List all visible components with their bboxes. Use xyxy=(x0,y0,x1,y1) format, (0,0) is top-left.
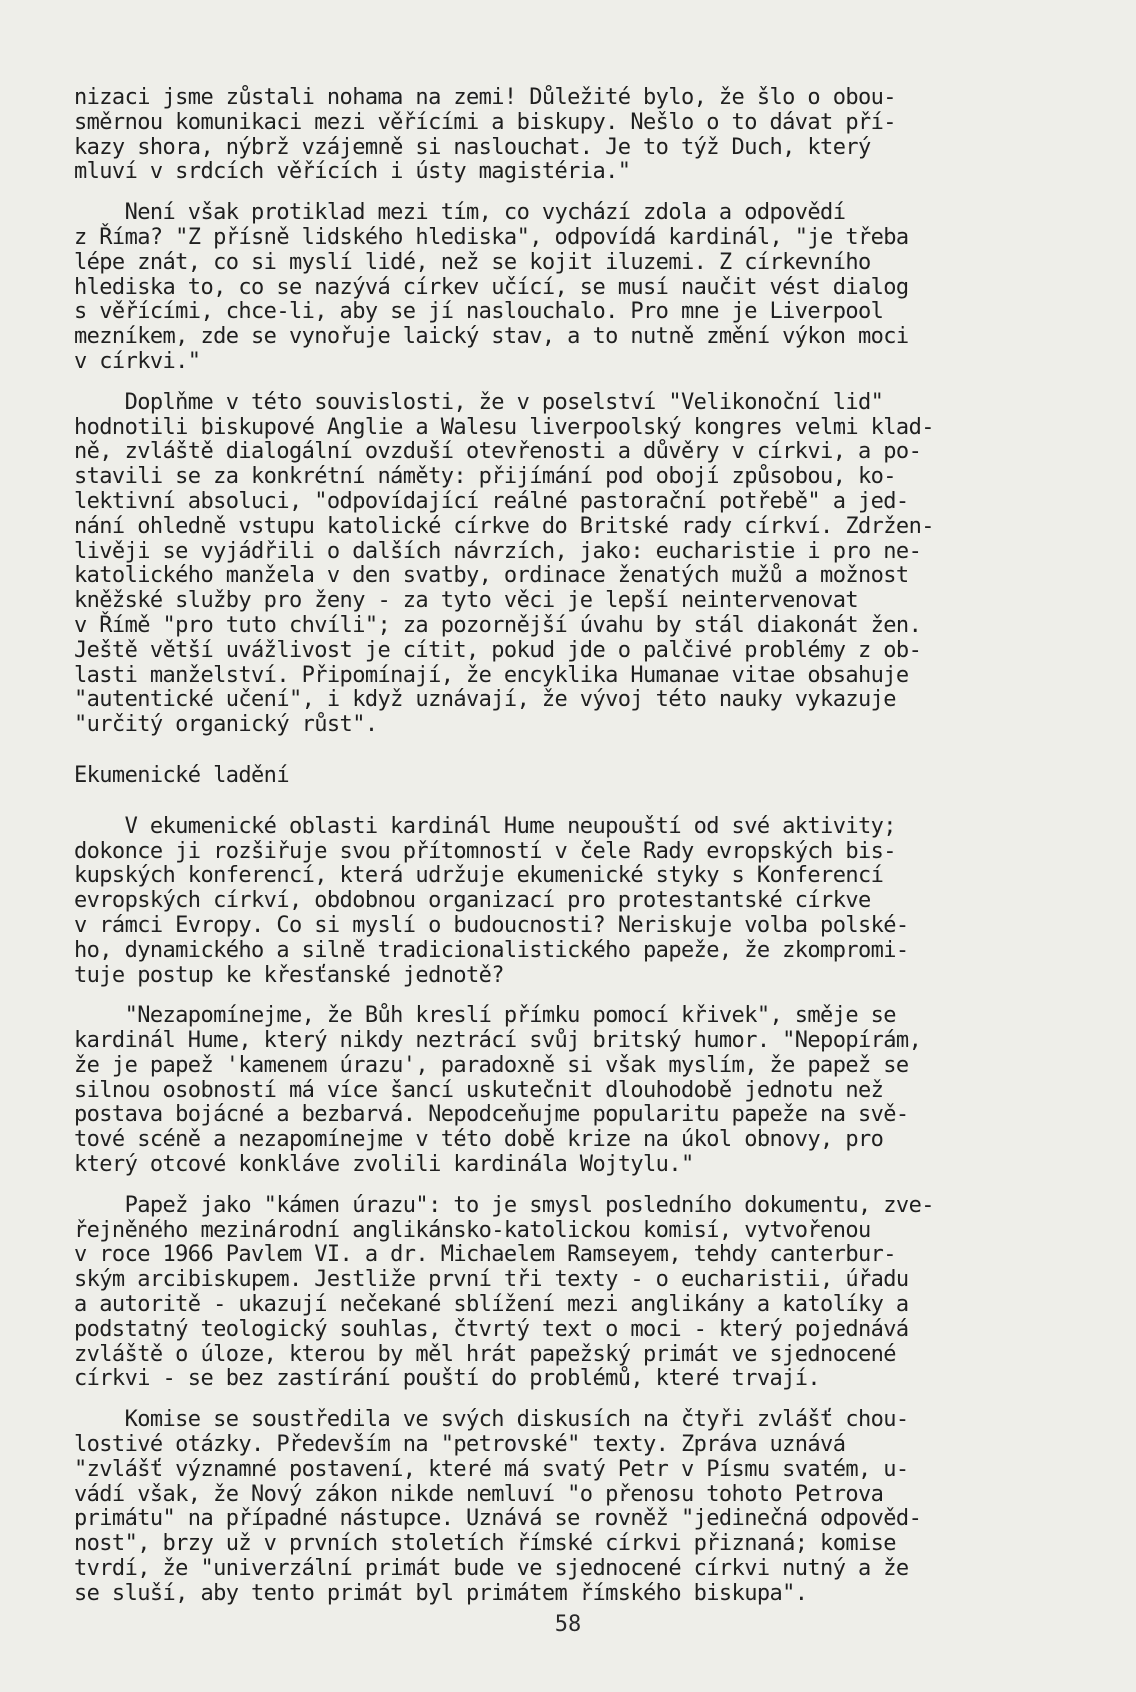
paragraph-4: V ekumenické oblasti kardinál Hume neupouští od své aktivity; dokonce ji rozšiřuje svou přítomností v čele Rady evropských bis- kupských konferencí, která udržuje ekumenické styky s Konferencí evropských církví, obdobnou organizací pro protestantské církve v rámci Evropy. Co si myslí o budoucnosti? Neriskuje volba polské- ho, dynamického a silně tradicionalistického papeže, že zkompromi- tuje postup ke křesťanské jednotě? xyxy=(74,813,909,988)
paragraph-7: Komise se soustředila ve svých diskusích na čtyři zvlášť chou- lostivé otázky. Především na "petrovské" texty. Zpráva uznává "zvlášť významné postavení, které má svatý Petr v Písmu svatém, u- vádí však, že Nový zákon nikde nemluví "o přenosu tohoto Petrova primátu" na případné nástupce. Uznává se rovněž "jedinečná odpověd- nost", brzy už v prvních stoletích římské církvi přiznaná; komise tvrdí, že "univerzální primát bude ve sjednocené církvi nutný a že se sluší, aby tento primát byl primátem římského biskupa". xyxy=(74,1407,922,1606)
paragraph-5: "Nezapomínejme, že Bůh kreslí přímku pomocí křivek", směje se kardinál Hume, který nikdy neztrácí svůj britský humor. "Nepopírám, že je papež 'kamenem úrazu', paradoxně si však myslím, že papež se silnou osobností má více šancí uskutečnit dlouhodobě jednotu než postava bojácné a bezbarvá. Nepodceňujme popularitu papeže na svě- tové scéně a nezapomínejme v této době krize na úkol obnovy, pro který otcové konkláve zvolili kardinála Wojtylu." xyxy=(74,1003,922,1178)
paragraph-6: Papež jako "kámen úrazu": to je smysl posledního dokumentu, zve- řejněného mezinárodní anglikánsko-katolickou komisí, vytvořenou v roce 1966 Pavlem VI. a dr. Michaelem Ramseyem, tehdy canterbur- ským arcibiskupem. Jestliže první tři texty - o eucharistii, úřadu a autoritě - ukazují nečekané sblížení mezi anglikány a katolíky a podstatný teologický souhlas, čtvrtý text o moci - který pojednává zvláště o úloze, kterou by měl hrát papežský primát ve sjednocené církvi - se bez zastírání pouští do problémů, které trvají. xyxy=(74,1192,934,1392)
paragraph-2: Není však protiklad mezi tím, co vychází zdola a odpovědí z Říma? "Z přísně lidského hlediska", odpovídá kardinál, "je třeba lépe znát, co si myslí lidé, než se kojit iluzemi. Z církevního hlediska to, co se nazývá církev učící, se musí naučit vést dialog s věřícími, chce-li, aby se jí naslouchalo. Pro mne je Liverpool mezníkem, zde se vynořuje laický stav, a to nutně změní výkon moci v církvi." xyxy=(74,200,909,374)
paragraph-3: Doplňme v této souvislosti, že v poselství "Velikonoční lid" hodnotili biskupové Anglie a Walesu liverpoolský kongres velmi klad- ně, zvláště dialogální ovzduší otevřenosti a důvěry v církvi, a po- stavili se za konkrétní náměty: přijímání pod obojí způsobou, ko- lektivní absoluci, "odpovídající reálné pastorační potřebě" a jed- nání ohledně vstupu katolické církve do Britské rady církví. Zdržen- livěji se vyjádřili o dalších návrzích, jako: eucharistie i pro ne- katolického manžela v den svatby, ordinace ženatých mužů a možnost kněžské služby pro ženy - za tyto věci je lepší neintervenovat v Římě "pro tuto chvíli"; za pozornější úvahu by stál diakonát žen. Ještě větší uvážlivost je cítit, pokud jde o palčivé problémy z ob- lasti manželství. Připomínají, že encyklika Humanae vitae obsahuje "autentické učení", i když uznávají, že vývoj této nauky vykazuje "určitý organický růst". xyxy=(74,389,934,738)
paragraph-1: nizaci jsme zůstali nohama na zemi! Důležité bylo, že šlo o obou- směrnou komunikaci mezi věřícími a biskupy. Nešlo o to dávat pří- kazy shora, nýbrž vzájemně si naslouchat. Je to týž Duch, který mluví v srdcích věřících i ústy magistéria." xyxy=(74,85,896,185)
section-heading: Ekumenické ladění xyxy=(74,762,289,788)
page-number: 58 xyxy=(554,1612,582,1637)
body-text xyxy=(74,86,1084,1607)
